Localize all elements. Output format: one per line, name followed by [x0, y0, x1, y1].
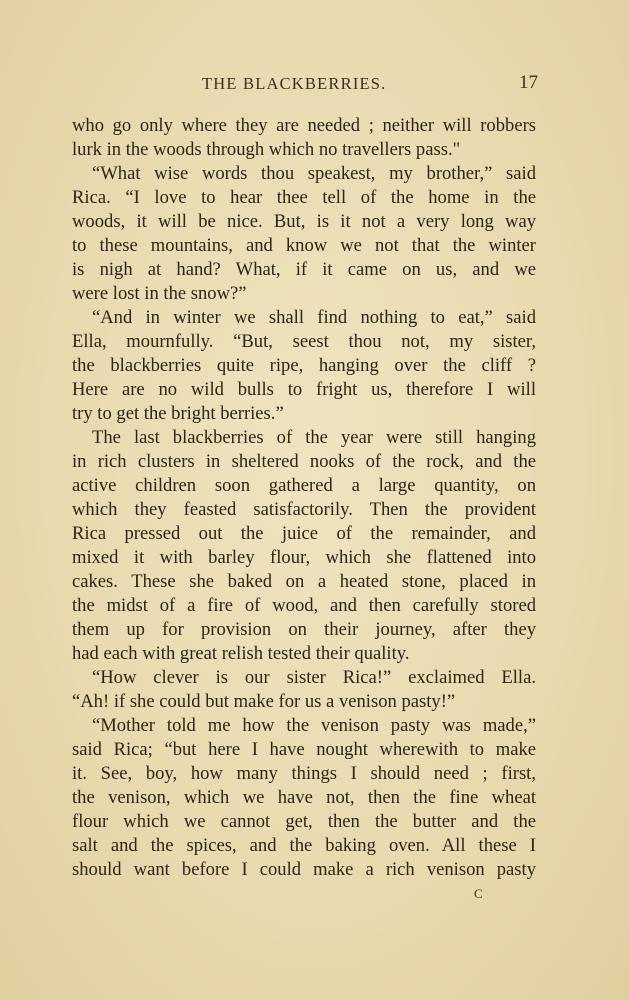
- text-line: the blackberries quite ripe, hanging over the cliff ?: [72, 355, 536, 376]
- text-line: it. See, boy, how many things I should need ; first,: [72, 763, 536, 784]
- text-line: to these mountains, and know we not that the winter: [72, 235, 536, 256]
- text-line: said Rica; “but here I have nought wherewith to make: [72, 739, 536, 760]
- text-line: try to get the bright berries.”: [72, 403, 284, 424]
- text-line: “And in winter we shall find nothing to eat,” said: [92, 307, 536, 328]
- text-line: who go only where they are needed ; neither will robbers: [72, 115, 536, 136]
- text-line: is nigh at hand? What, if it came on us, and we: [72, 259, 536, 280]
- text-line: Rica pressed out the juice of the remainder, and: [72, 523, 536, 544]
- text-line: the venison, which we have not, then the fine wheat: [72, 787, 536, 808]
- text-line: salt and the spices, and the baking oven. All these I: [72, 835, 536, 856]
- chapter-title: THE BLACKBERRIES.: [202, 74, 387, 93]
- text-line: “Ah! if she could but make for us a venison pasty!”: [72, 691, 456, 712]
- text-line: “What wise words thou speakest, my brother,” said: [92, 163, 536, 184]
- text-line: Ella, mournfully. “But, seest thou not, my sister,: [72, 331, 536, 352]
- running-head: [72, 74, 542, 98]
- text-line: had each with great relish tested their quality.: [72, 643, 410, 664]
- text-line: The last blackberries of the year were still hanging: [92, 427, 536, 448]
- text-line: active children soon gathered a large quantity, on: [72, 475, 536, 496]
- text-line: should want before I could make a rich venison pasty: [72, 859, 536, 880]
- text-line: Rica. “I love to hear thee tell of the home in the: [72, 187, 536, 208]
- page-number: 17: [519, 72, 538, 93]
- text-line: mixed it with barley flour, which she flattened into: [72, 547, 536, 568]
- text-line: them up for provision on their journey, after they: [72, 619, 536, 640]
- text-line: Here are no wild bulls to fright us, therefore I will: [72, 379, 536, 400]
- text-line: were lost in the snow?”: [72, 283, 247, 304]
- text-line: “How clever is our sister Rica!” exclaimed Ella.: [92, 667, 536, 688]
- printer-signature-mark: C: [474, 886, 483, 901]
- text-line: which they feasted satisfactorily. Then the provident: [72, 499, 536, 520]
- text-line: woods, it will be nice. But, is it not a very long way: [72, 211, 536, 232]
- text-line: “Mother told me how the venison pasty was made,”: [92, 715, 536, 736]
- text-line: in rich clusters in sheltered nooks of the rock, and the: [72, 451, 536, 472]
- text-line: flour which we cannot get, then the butter and the: [72, 811, 536, 832]
- text-line: lurk in the woods through which no travellers pass.": [72, 139, 461, 160]
- text-line: the midst of a fire of wood, and then carefully stored: [72, 595, 536, 616]
- body-text: [72, 114, 536, 882]
- text-line: cakes. These she baked on a heated stone, placed in: [72, 571, 536, 592]
